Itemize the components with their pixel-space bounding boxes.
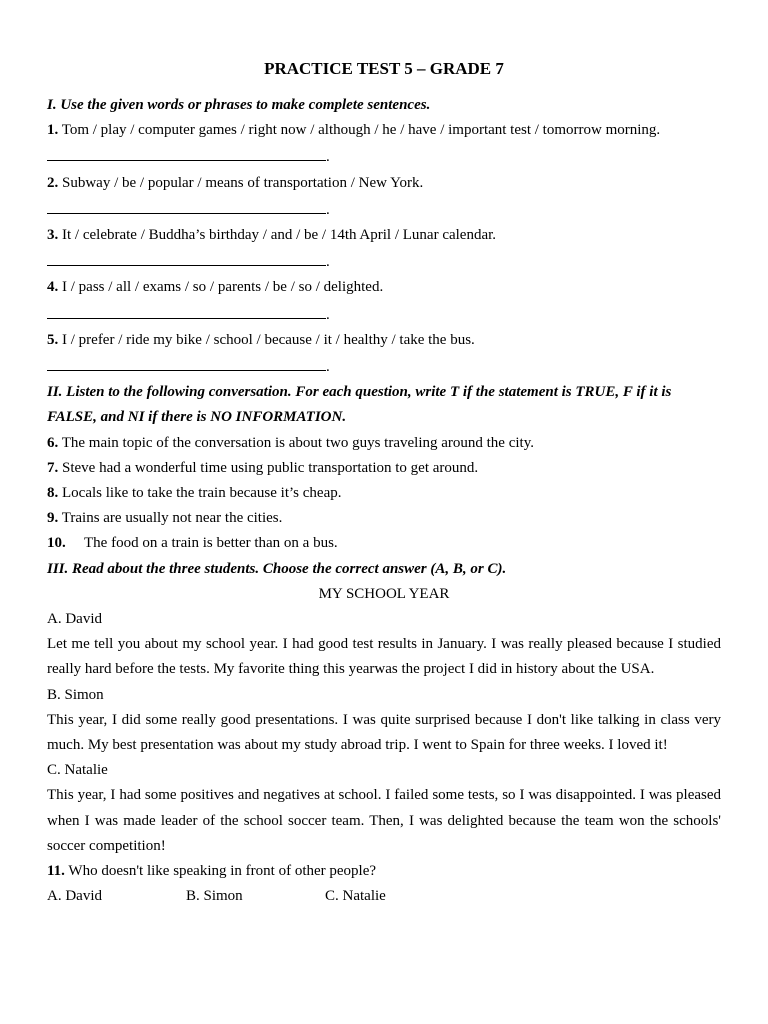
question-text: Steve had a wonderful time using public transportation to get around. xyxy=(62,459,479,476)
question-text: Subway / be / popular / means of transportation / New York. xyxy=(62,174,424,191)
answer-line[interactable] xyxy=(47,196,326,214)
question-text: Who doesn't like speaking in front of other people? xyxy=(68,863,377,880)
question-text: Trains are usually not near the cities. xyxy=(61,510,283,527)
blank-period: . xyxy=(326,201,330,218)
question-number: 6. xyxy=(47,434,59,451)
question-number: 4. xyxy=(47,279,59,296)
reading-title: MY SCHOOL YEAR xyxy=(318,585,450,602)
question-2 xyxy=(47,171,721,196)
question-text: The main topic of the conversation is about two guys traveling around the city. xyxy=(61,434,534,451)
question-number: 3. xyxy=(47,227,59,244)
section-3-heading: III. Read about the three students. Choose the correct answer (A, B, or C). xyxy=(47,560,507,577)
student-name-simon: B. Simon xyxy=(47,686,104,703)
answer-blank-3[interactable] xyxy=(47,248,721,275)
blank-period: . xyxy=(326,306,330,323)
student-name-natalie: C. Natalie xyxy=(47,762,108,779)
answer-line[interactable] xyxy=(47,143,326,161)
question-number: 11. xyxy=(47,863,65,880)
answer-blank-5[interactable] xyxy=(47,353,721,380)
question-number: 7. xyxy=(47,459,59,476)
answer-blank-4[interactable] xyxy=(47,301,721,328)
student-paragraph-simon: This year, I did some really good presentations. I was quite surprised because I don't like talking in class very much. My best presentation was about my study abroad trip. I went to Spain for three weeks. I loved it! xyxy=(47,711,721,754)
answer-options xyxy=(47,884,721,909)
question-3 xyxy=(47,223,721,248)
question-11 xyxy=(47,859,721,884)
question-number: 9. xyxy=(47,510,59,527)
blank-period: . xyxy=(326,359,330,376)
answer-blank-1[interactable] xyxy=(47,143,721,170)
question-8 xyxy=(47,481,721,506)
answer-line[interactable] xyxy=(47,301,326,319)
question-7 xyxy=(47,456,721,481)
blank-period: . xyxy=(326,254,330,271)
student-paragraph-natalie: This year, I had some positives and negatives at school. I failed some tests, so I was disappointed. I was pleased when I was made leader of the school soccer team. Then, I was delighted because the team won the schools' soccer competition! xyxy=(47,787,721,854)
student-paragraph-david: Let me tell you about my school year. I had good test results in January. I was really pleased because I studied really hard before the tests. My favorite thing this yearwas the project I did in history about the USA. xyxy=(47,636,721,678)
question-text: I / pass / all / exams / so / parents / be / so / delighted. xyxy=(62,279,384,296)
question-text: Locals like to take the train because it’s cheap. xyxy=(62,485,342,502)
question-9 xyxy=(47,506,721,531)
question-text: It / celebrate / Buddha’s birthday / and / be / 14th April / Lunar calendar. xyxy=(62,227,497,244)
worksheet-content xyxy=(47,58,721,910)
question-number: 10. xyxy=(47,535,66,552)
question-text: The food on a train is better than on a bus. xyxy=(84,535,338,552)
answer-blank-2[interactable] xyxy=(47,196,721,223)
page-title: PRACTICE TEST 5 – GRADE 7 xyxy=(264,59,504,78)
question-number: 2. xyxy=(47,174,59,191)
question-number: 8. xyxy=(47,485,59,502)
blank-period: . xyxy=(326,149,330,166)
question-6 xyxy=(47,431,721,456)
section-1-heading: I. Use the given words or phrases to make complete sentences. xyxy=(47,97,431,113)
option-b[interactable]: B. Simon xyxy=(186,888,243,905)
question-number: 1. xyxy=(47,122,59,139)
question-1 xyxy=(47,118,721,143)
option-c[interactable]: C. Natalie xyxy=(325,888,386,905)
question-number: 5. xyxy=(47,331,59,348)
option-a[interactable]: A. David xyxy=(47,888,102,905)
student-name-david: A. David xyxy=(47,611,102,628)
question-4 xyxy=(47,275,721,300)
question-text: I / prefer / ride my bike / school / because / it / healthy / take the bus. xyxy=(62,331,475,348)
answer-line[interactable] xyxy=(47,248,326,266)
question-10 xyxy=(47,531,721,556)
question-5 xyxy=(47,328,721,353)
answer-line[interactable] xyxy=(47,353,326,371)
section-2-heading-line-2: FALSE, and NI if there is NO INFORMATION. xyxy=(47,409,347,426)
section-2-heading-line-1: II. Listen to the following conversation. For each question, write T if the statement is TRUE, F if it is xyxy=(47,384,672,401)
question-text: Tom / play / computer games / right now / although / he / have / important test / tomorrow morning. xyxy=(61,122,661,139)
